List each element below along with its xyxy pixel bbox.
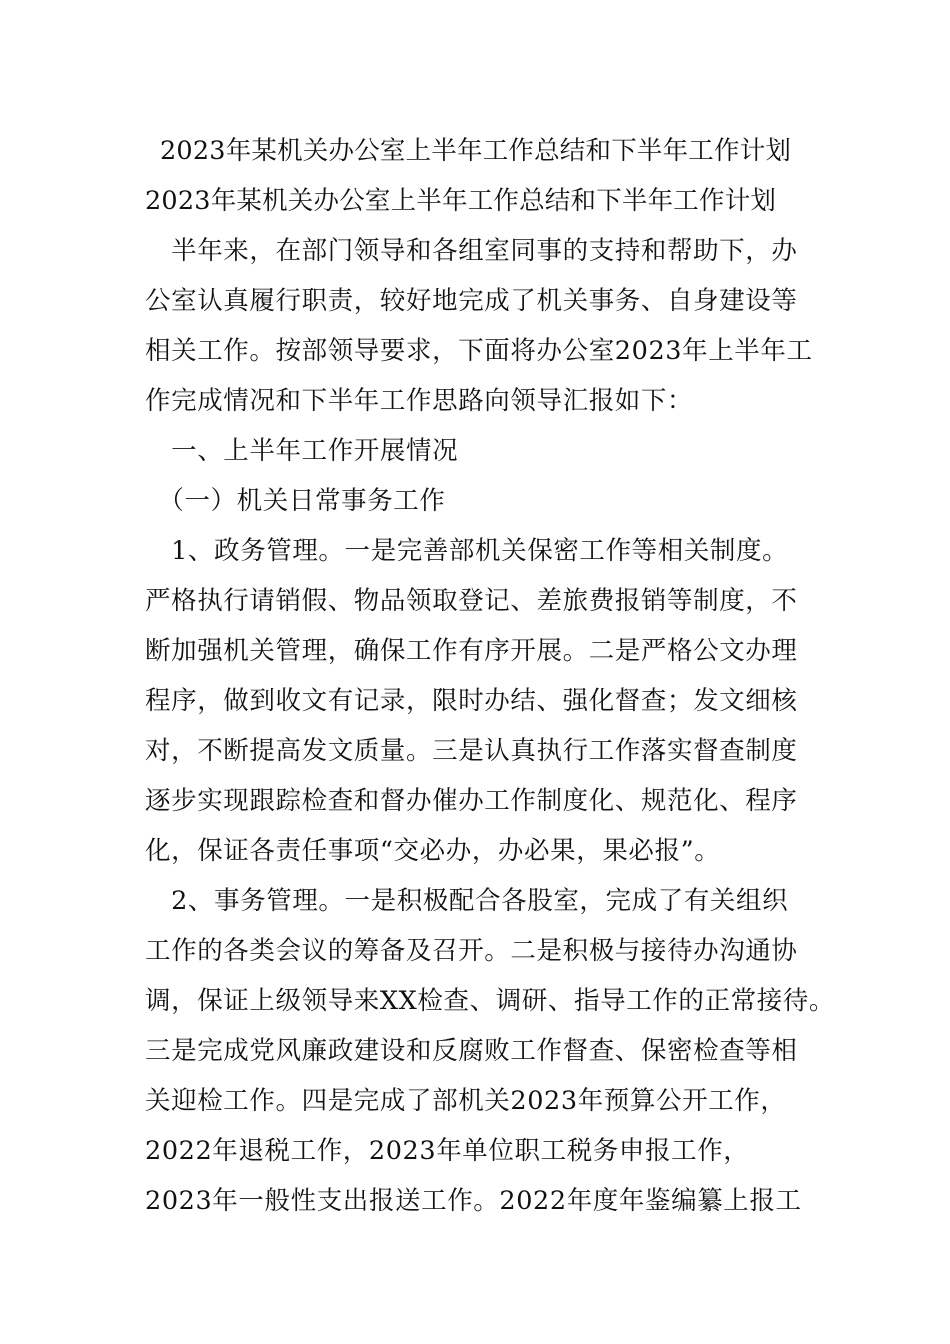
body-line: 作完成情况和下半年工作思路向领导汇报如下： — [145, 386, 694, 416]
body-line: 三是完成党风廉政建设和反腐败工作督查、保密检查等相 — [145, 1036, 798, 1066]
body-line: 严格执行请销假、物品领取登记、差旅费报销等制度，不 — [145, 586, 798, 616]
body-line: 调，保证上级领导来XX检查、调研、指导工作的正常接待。 — [145, 986, 836, 1016]
body-line: 断加强机关管理，确保工作有序开展。二是严格公文办理 — [145, 636, 798, 666]
body-line: 工作的各类会议的筹备及召开。二是积极与接待办沟通协 — [145, 936, 798, 966]
body-line: 公室认真履行职责，较好地完成了机关事务、自身建设等 — [145, 286, 798, 316]
body-line: 2022年退税工作，2023年单位职工税务申报工作， — [145, 1136, 750, 1166]
body-line: 关迎检工作。四是完成了部机关2023年预算公开工作， — [145, 1086, 787, 1116]
body-line: 半年来，在部门领导和各组室同事的支持和帮助下，办 — [145, 236, 798, 266]
body-line: 2、事务管理。一是积极配合各股室，完成了有关组织 — [145, 886, 789, 916]
body-line: 2023年一般性支出报送工作。2022年度年鉴编纂上报工 — [145, 1186, 802, 1216]
section-heading: 一、上半年工作开展情况 — [145, 436, 459, 466]
document-title: 2023年某机关办公室上半年工作总结和下半年工作计划 — [160, 136, 792, 166]
body-line: 1、政务管理。一是完善部机关保密工作等相关制度。 — [145, 536, 789, 566]
subsection-heading: （一）机关日常事务工作 — [145, 486, 446, 516]
document-subtitle: 2023年某机关办公室上半年工作总结和下半年工作计划 — [145, 186, 777, 216]
body-line: 相关工作。按部领导要求，下面将办公室2023年上半年工 — [145, 336, 813, 366]
body-line: 程序，做到收文有记录，限时办结、强化督查；发文细核 — [145, 686, 798, 716]
body-line: 化，保证各责任事项“交必办，办必果，果必报”。 — [145, 836, 721, 866]
body-line: 逐步实现跟踪检查和督办催办工作制度化、规范化、程序 — [145, 786, 798, 816]
body-line: 对，不断提高发文质量。三是认真执行工作落实督查制度 — [145, 736, 798, 766]
